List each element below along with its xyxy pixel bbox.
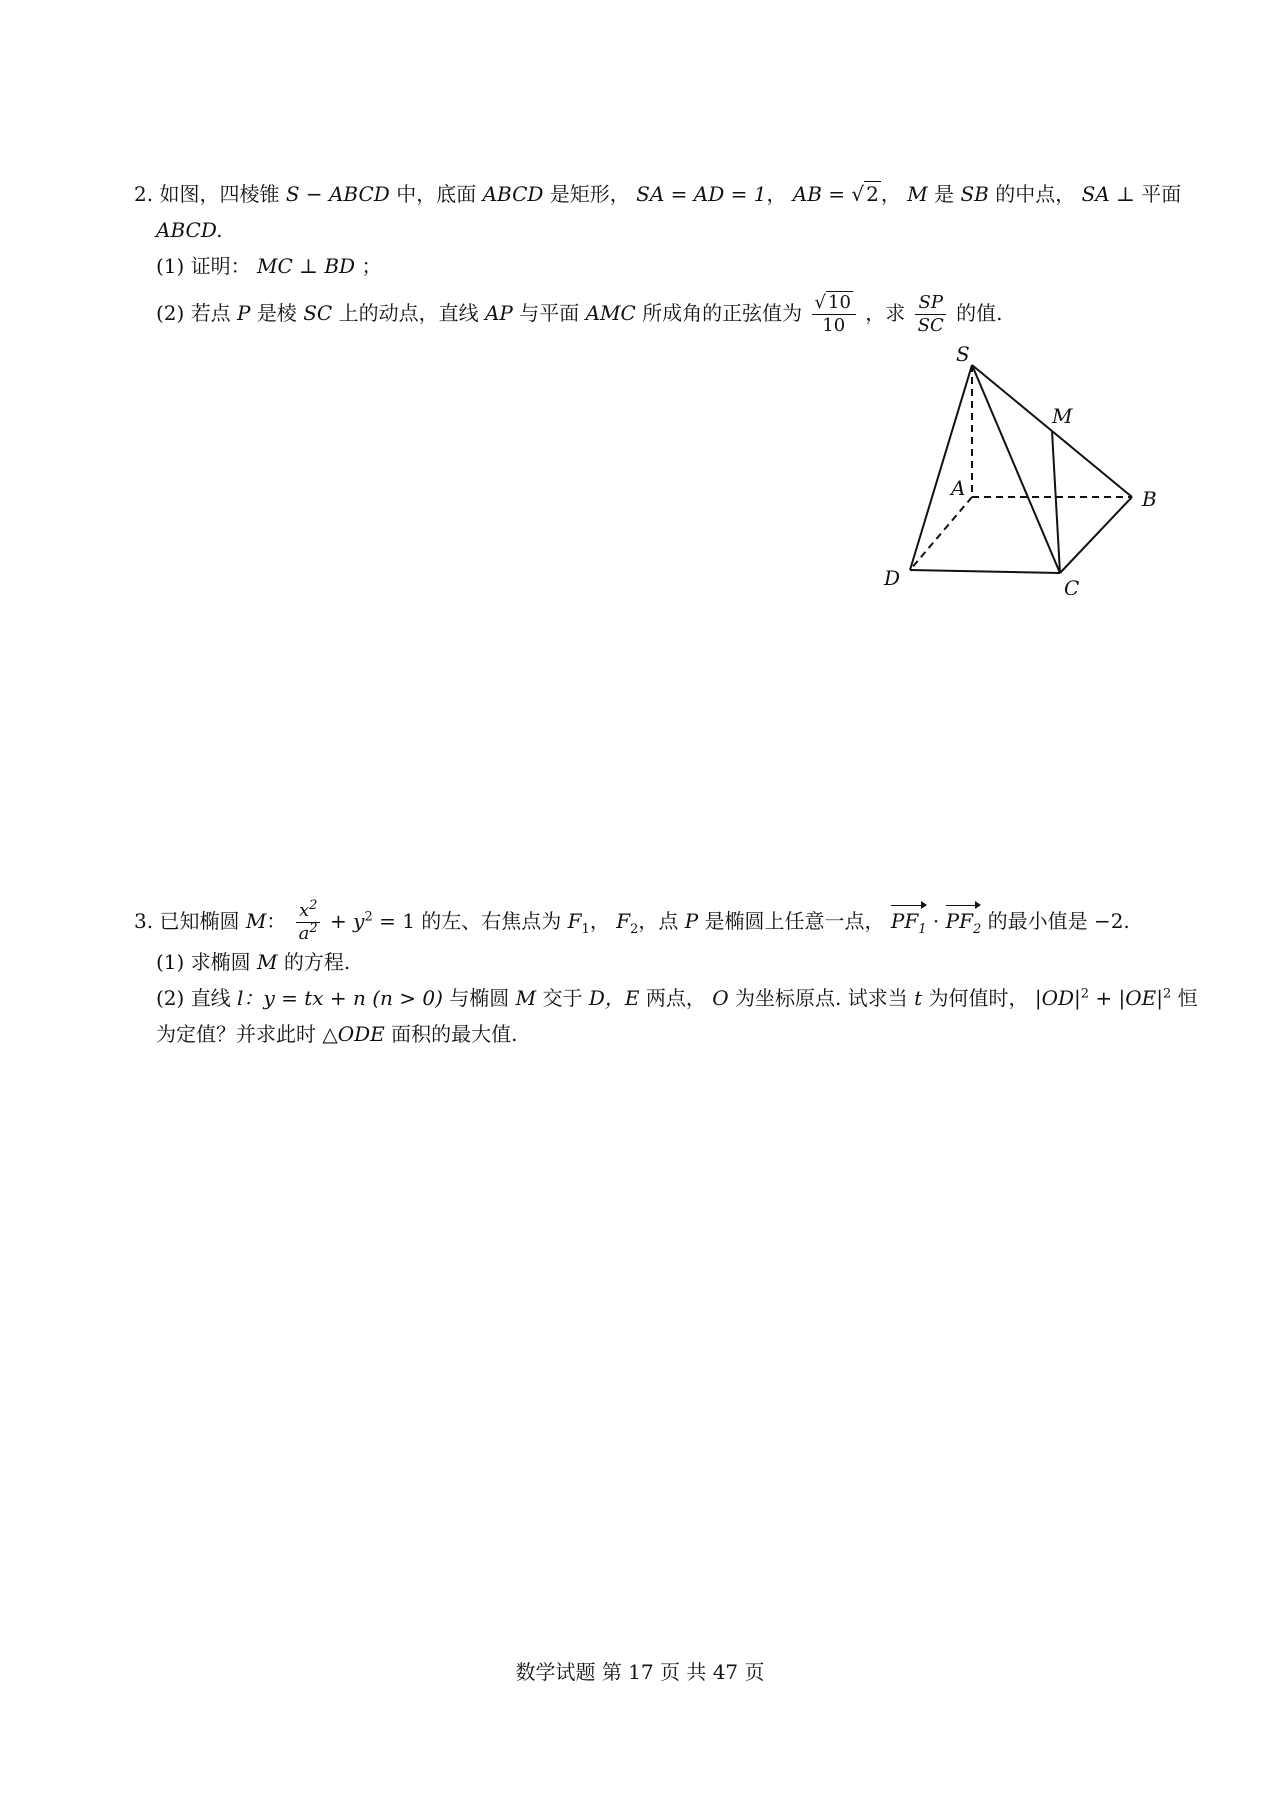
edge-sd [910, 365, 972, 570]
q2-text: 是矩形， [549, 182, 630, 206]
point-label: P [684, 909, 699, 933]
fraction-denominator: 10 [822, 315, 846, 336]
vertex-label-s: S [956, 345, 970, 366]
q2-condition: AB = [792, 182, 846, 206]
q3-text: ： [266, 909, 287, 933]
vertex-label-c: C [1064, 576, 1080, 595]
edge-dc [910, 570, 1060, 573]
ratio-fraction [915, 292, 947, 337]
q3-text: 为定值？并求此时 [156, 1022, 316, 1046]
q3-part1 [156, 948, 350, 976]
q2-text: 上的动点，直线 [338, 301, 479, 325]
q2-plane: ABCD. [156, 218, 223, 242]
ellipse-label: M [245, 909, 267, 933]
q3-text: 是椭圆上任意一点， [704, 909, 885, 933]
q3-text: 交于 [542, 986, 583, 1010]
exponent: 2 [1163, 986, 1172, 1002]
fraction-denominator: SC [917, 315, 944, 336]
fraction-numerator: √ 10 [812, 292, 856, 315]
edge-sc [972, 365, 1060, 573]
subscript: 1 [918, 922, 927, 937]
q2-stem-line1 [134, 180, 1181, 208]
q2-text: ， [880, 182, 901, 206]
q3-text: 面积的最大值. [391, 1022, 518, 1046]
q3-part2-line1 [156, 984, 1198, 1012]
q2-number: 2. [134, 182, 154, 206]
exponent: 2 [309, 921, 318, 936]
q2-text: 的中点， [995, 182, 1076, 206]
q2-text: 中，底面 [396, 182, 477, 206]
segment-label: SC [303, 301, 333, 325]
exponent: 2 [364, 909, 373, 925]
q2-condition: SA ⊥ [1081, 182, 1135, 206]
q2-text: 是棱 [256, 301, 297, 325]
plus-operator: + [1095, 986, 1113, 1010]
segment-label: SB [960, 182, 989, 206]
sqrt-expression: √ 2 [851, 182, 879, 206]
q2-text: 平面 [1141, 182, 1182, 206]
radicand: 2 [866, 182, 879, 206]
q3-text: 为何值时， [928, 986, 1029, 1010]
q3-text: 的左、右焦点为 [421, 909, 562, 933]
q2-text: 与平面 [519, 301, 580, 325]
q3-text: 已知椭圆 [159, 909, 240, 933]
fraction-numerator [296, 900, 320, 923]
radicand: 10 [828, 292, 851, 313]
q2-part1 [156, 252, 381, 280]
q2-text: ， [766, 182, 787, 206]
point-labels: D，E [588, 986, 640, 1010]
vector-text: PF [945, 909, 973, 933]
subscript: 1 [581, 922, 590, 937]
numerator-base: x [298, 900, 310, 921]
q2-part2-prefix: (2) 若点 [156, 301, 231, 325]
q2-part1-prefix: (1) 证明： [156, 254, 251, 278]
vertex-label-m: M [1052, 404, 1073, 428]
q3-text: 为坐标原点. 试求当 [734, 986, 908, 1010]
vertex-label-a: A [951, 476, 966, 500]
q3-text: 的最小值是 −2. [987, 909, 1130, 933]
vector-pf1 [891, 907, 927, 935]
denominator-base: a [298, 923, 310, 944]
q3-text: 两点， [645, 986, 706, 1010]
q3-stem-line [134, 900, 1130, 945]
equation-part: + y [330, 909, 365, 933]
exponent: 2 [1080, 986, 1090, 1002]
q2-text: ，求 [865, 301, 906, 325]
triangle-label: △ODE [322, 1022, 385, 1046]
vertex-label-b: B [1142, 487, 1157, 511]
parameter-label: t [914, 986, 923, 1010]
q3-part2-prefix: (2) 直线 [156, 986, 231, 1010]
origin-label: O [712, 986, 729, 1010]
equation-part: = 1 [379, 909, 415, 933]
point-label: P [237, 301, 251, 325]
ellipse-label: M [515, 986, 537, 1010]
page-footer: 数学试题 第 17 页 共 47 页 [515, 1660, 765, 1684]
ellipse-fraction [296, 900, 321, 945]
point-label: M [907, 182, 928, 206]
vertex-label-d: D [884, 566, 901, 590]
edge-cb [1060, 497, 1132, 573]
fraction-denominator [296, 923, 321, 945]
subscript: 2 [972, 922, 982, 937]
focus-label: F [616, 909, 631, 933]
oe-modulus: |OE| [1118, 986, 1163, 1010]
q3-part1-text: 的方程. [283, 950, 351, 974]
q2-text: 是 [934, 182, 955, 206]
q2-part1-expr: MC ⊥ BD [257, 254, 356, 278]
q3-part2-line2 [156, 1020, 518, 1048]
q2-part2 [156, 292, 1002, 337]
q3-part1-text: (1) 求椭圆 [156, 950, 251, 974]
pyramid-figure [870, 345, 1170, 595]
line-equation: l：y = tx + n (n > 0) [237, 986, 443, 1010]
line-label: AP [484, 301, 513, 325]
q2-base: ABCD [482, 182, 544, 206]
q3-text: ， [589, 909, 610, 933]
vector-text: PF [890, 909, 919, 933]
q2-text: ； [361, 254, 382, 278]
q2-text: 的值. [956, 301, 1003, 325]
dot-operator: · [932, 909, 940, 933]
focus-label: F [567, 909, 582, 933]
q2-stem-line2 [156, 216, 223, 244]
edge-ad-hidden [910, 497, 972, 570]
sine-fraction [812, 292, 856, 337]
od-modulus: |OD| [1034, 986, 1081, 1010]
q3-text: 与椭圆 [449, 986, 510, 1010]
segment-mc [1052, 431, 1060, 573]
q3-text: 恒 [1177, 986, 1198, 1010]
vector-pf2 [946, 907, 982, 935]
q3-text: ，点 [638, 909, 679, 933]
fraction-numerator: SP [915, 292, 945, 315]
q2-pyramid: S − ABCD [285, 182, 390, 206]
plane-label: AMC [585, 301, 636, 325]
ellipse-label: M [257, 950, 278, 974]
q2-text: 所成角的正弦值为 [642, 301, 803, 325]
exponent: 2 [309, 898, 318, 913]
q3-number: 3. [134, 909, 154, 933]
q2-condition: SA = AD = 1 [636, 182, 767, 206]
q2-text: 如图，四棱锥 [159, 182, 280, 206]
subscript: 2 [630, 922, 639, 937]
